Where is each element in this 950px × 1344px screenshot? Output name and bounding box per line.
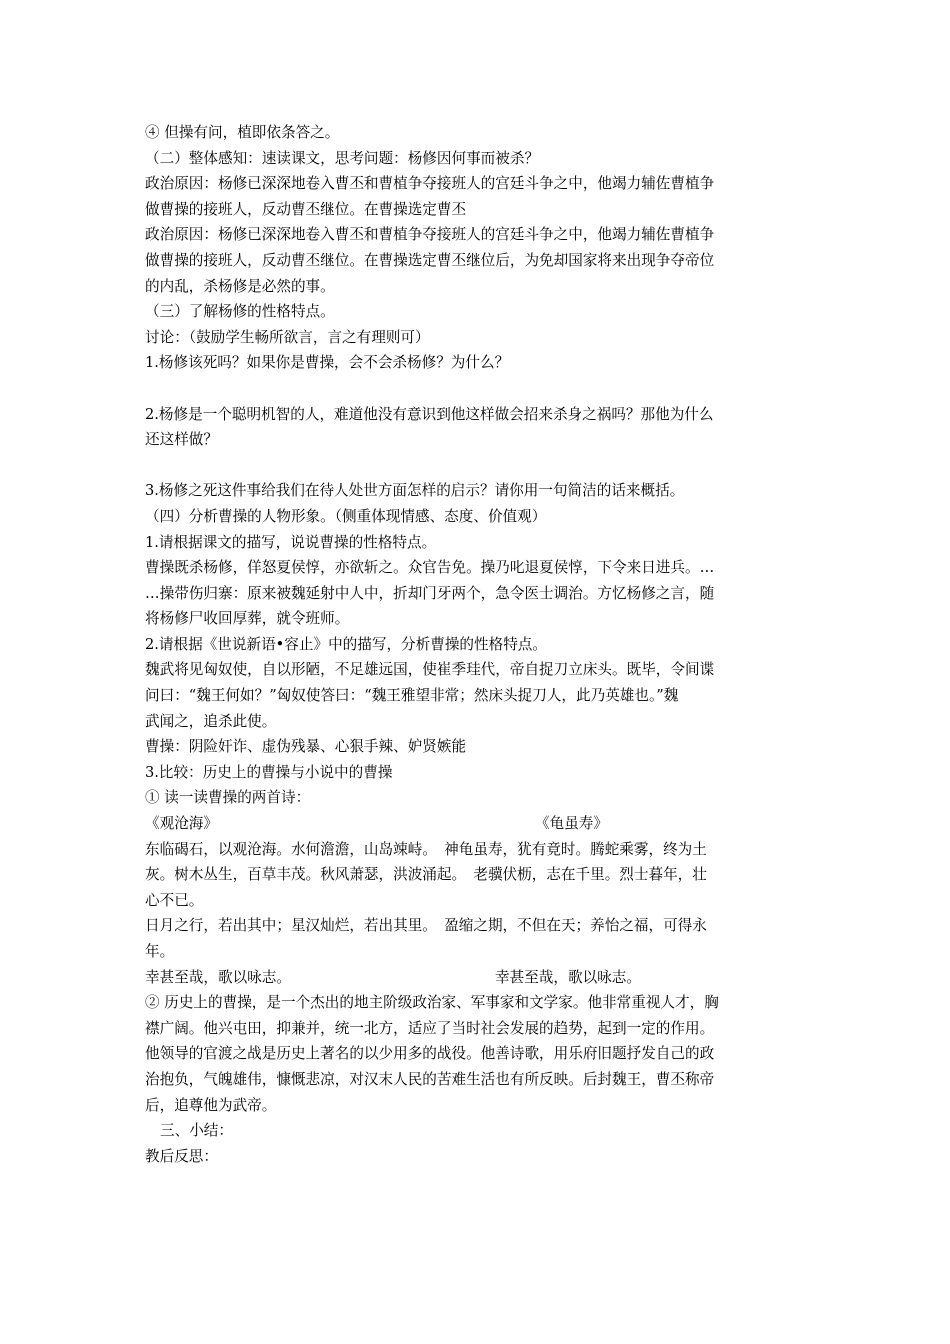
- text-line: 还这样做？: [145, 431, 218, 449]
- text-line: ① 读一读曹操的两首诗：: [145, 789, 311, 807]
- question-line: 1.请根据课文的描写，说说曹操的性格特点。: [145, 533, 437, 551]
- section-heading: （三）了解杨修的性格特点。: [145, 303, 335, 321]
- poem-line: 年。: [145, 943, 175, 960]
- poem-end-right: 幸甚至哉，歌以咏志。: [495, 968, 641, 986]
- text-line: 后，追尊他为武帝。: [145, 1096, 277, 1114]
- text-line: 将杨修尸收回厚葬，就令班师。: [145, 610, 350, 628]
- text-line: ④ 但操有问，植即依条答之。: [145, 124, 340, 141]
- document-page: [145, 120, 805, 1169]
- poem-title-right: 《龟虽寿》: [535, 815, 608, 833]
- poem-line: 心不已。: [145, 891, 204, 909]
- text-line: 曹操既杀杨修，佯怒夏侯惇，亦欲斩之。众官告免。操乃叱退夏侯惇，下令来日进兵。…: [145, 559, 715, 577]
- text-line: 魏武将见匈奴使，自以形陋，不足雄远国，使崔季珪代，帝自捉刀立床头。既毕，令间谍: [145, 661, 715, 679]
- text-line: 的内乱，杀杨修是必然的事。: [145, 277, 335, 295]
- question-line: 3.杨修之死这件事给我们在待人处世方面怎样的启示？请你用一句简洁的话来概括。: [145, 482, 685, 500]
- text-line: 武闻之，追杀此使。: [145, 712, 277, 730]
- poem-end-left: 幸甚至哉，歌以咏志。: [145, 968, 291, 986]
- poem-titles: [145, 811, 805, 837]
- reflection-heading: 教后反思：: [145, 1147, 218, 1165]
- text-line: 做曹操的接班人，反动曹丕继位。在曹操选定曹丕: [145, 200, 467, 218]
- question-line: 1.杨修该死吗？如果你是曹操，会不会杀杨修？为什么？: [145, 354, 510, 372]
- poem-line: 东临碣石，以观沧海。水何澹澹，山岛竦峙。 神龟虽寿，犹有竟时。腾蛇乘雾，终为土: [145, 840, 707, 858]
- text-line: 他领导的官渡之战是历史上著名的以少用多的战役。他善诗歌，用乐府旧题抒发自己的政: [145, 1045, 715, 1063]
- poem-title-left: 《观沧海》: [145, 815, 218, 833]
- summary-heading: 三、小结：: [160, 1122, 233, 1140]
- text-line: …操带伤归寨：原来被魏延射中人中，折却门牙两个，急令医士调治。方忆杨修之言，随: [145, 584, 715, 602]
- text-line: ② 历史上的曹操，是一个杰出的地主阶级政治家、军事家和文学家。他非常重视人才，胸: [145, 994, 719, 1012]
- blank-line: [145, 376, 805, 402]
- section-heading: （四）分析曹操的人物形象。（侧重体现情感、态度、价值观）: [145, 507, 547, 525]
- poem-line: 灰。树木丛生，百草丰茂。秋风萧瑟，洪波涌起。 老骥伏枥，志在千里。烈士暮年，壮: [145, 866, 707, 884]
- text-line: 政治原因：杨修已深深地卷入曹丕和曹植争夺接班人的宫廷斗争之中，他竭力辅佐曹植争: [145, 175, 715, 193]
- text-line: 政治原因：杨修已深深地卷入曹丕和曹植争夺接班人的宫廷斗争之中，他竭力辅佐曹植争: [145, 226, 715, 244]
- poem-endings: [145, 965, 805, 991]
- question-line: 3.比较：历史上的曹操与小说中的曹操: [145, 763, 393, 781]
- poem-line: 日月之行，若出其中；星汉灿烂，若出其里。 盈缩之期，不但在天；养怡之福，可得永: [145, 917, 707, 935]
- text-line: 曹操：阴险奸诈、虚伪残暴、心狠手辣、妒贤嫉能: [145, 738, 467, 756]
- text-line: 讨论：（鼓励学生畅所欲言，言之有理则可）: [145, 328, 430, 346]
- text-line: 治抱负，气魄雄伟，慷慨悲凉，对汉末人民的苦难生活也有所反映。后封魏王，曹丕称帝: [145, 1070, 715, 1088]
- text-line: 问曰：“魏王何如？”匈奴使答曰：“魏王雅望非常；然床头捉刀人，此乃英雄也。”魏: [145, 687, 679, 705]
- blank-line: [145, 453, 805, 479]
- question-line: 2.请根据《世说新语•容止》中的描写，分析曹操的性格特点。: [145, 635, 547, 653]
- section-heading: （二）整体感知：速读课文，思考问题：杨修因何事而被杀？: [145, 149, 540, 167]
- question-line: 2.杨修是一个聪明机智的人，难道他没有意识到他这样做会招来杀身之祸吗？那他为什么: [145, 405, 714, 423]
- text-line: 做曹操的接班人，反动曹丕继位。在曹操选定曹丕继位后，为免却国家将来出现争夺帝位: [145, 251, 715, 269]
- text-line: 襟广阔。他兴屯田，抑兼并，统一北方，适应了当时社会发展的趋势，起到一定的作用。: [145, 1019, 715, 1037]
